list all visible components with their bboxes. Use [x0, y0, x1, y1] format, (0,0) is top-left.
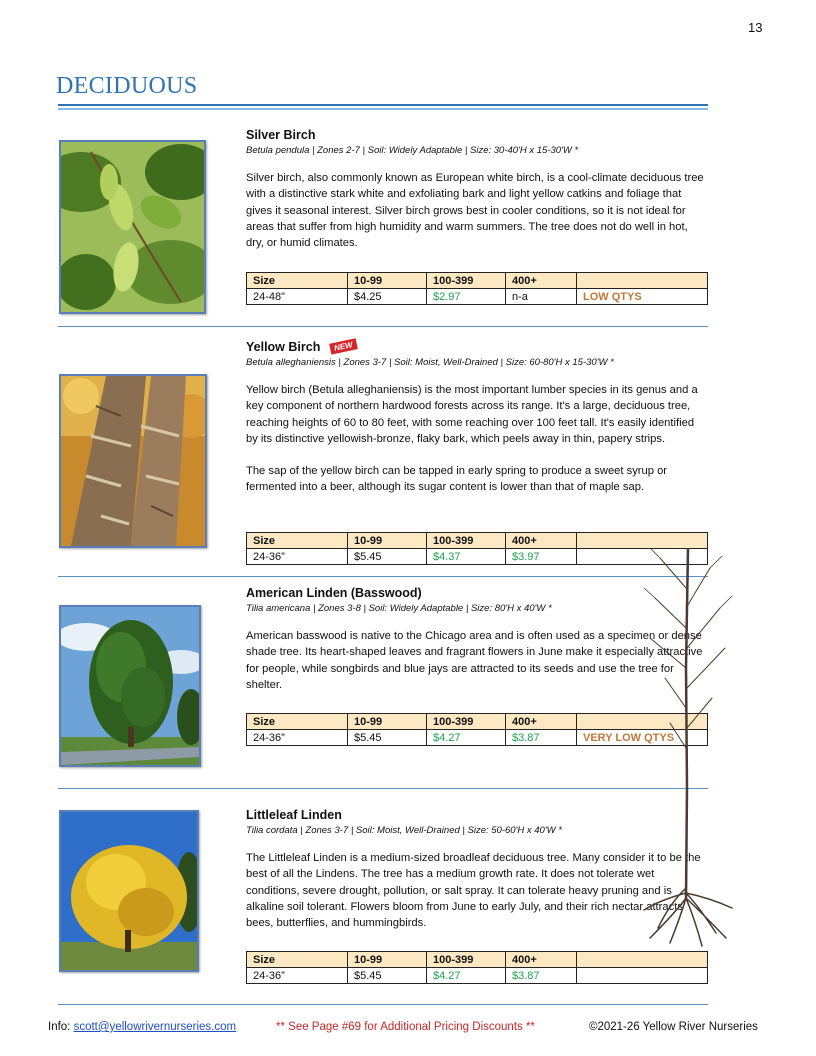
price-tier2: $4.27 [427, 730, 506, 746]
header-size: Size [247, 952, 348, 968]
price-tier1: $4.25 [348, 289, 427, 305]
description-paragraph: The sap of the yellow birch can be tapped in early spring to produce a sweet syrup or fermented into a beer, although its sugar content is lower than that of maple sap. [246, 465, 668, 494]
section-divider [58, 576, 708, 577]
header-tier1: 10-99 [348, 533, 427, 549]
price-tier2: $4.37 [427, 549, 506, 565]
table-row [247, 549, 708, 565]
header-tier2: 100-399 [427, 273, 506, 289]
description-paragraph: Silver birch, also commonly known as European white birch, is a cool-climate deciduous tree with a distinctive stark white and exfoliating bark and light yellow catkins and foliage that gives it seasonal interest. Silver birch grows best in cooler conditions, so it is not ideal for areas that suffer from high humidity and warm summers. The tree does not do well in hot, dry, or humid climates. [246, 172, 704, 250]
size-cell: 24-36” [247, 730, 348, 746]
price-table-silver-birch [246, 272, 708, 305]
price-tier2: $4.27 [427, 968, 506, 984]
footer-pricing-note: ** See Page #69 for Additional Pricing Discounts ** [276, 1021, 535, 1033]
title-rule-shadow [58, 108, 708, 110]
product-meta: Tilia americana | Zones 3-8 | Soil: Widely Adaptable | Size: 80'H x 40'W * [246, 603, 552, 614]
price-tier1: $5.45 [348, 549, 427, 565]
header-tier2: 100-399 [427, 952, 506, 968]
stock-note: LOW QTYS [577, 289, 708, 305]
section-divider [58, 1004, 708, 1005]
product-american-linden [246, 586, 708, 693]
page-number: 13 [748, 20, 763, 35]
table-header-row [247, 714, 708, 730]
header-tier3: 400+ [506, 952, 577, 968]
header-size: Size [247, 273, 348, 289]
table-header-row [247, 533, 708, 549]
product-description [246, 628, 708, 693]
price-tier1: $5.45 [348, 968, 427, 984]
section-title: DECIDUOUS [56, 73, 198, 99]
stock-note [577, 968, 708, 984]
littleleaf-linden-photo [59, 810, 199, 972]
header-size: Size [247, 714, 348, 730]
section-divider [58, 788, 708, 789]
price-tier3: $3.97 [506, 549, 577, 565]
footer-copyright: ©2021-26 Yellow River Nurseries [589, 1021, 758, 1033]
header-size: Size [247, 533, 348, 549]
product-description [246, 382, 708, 496]
new-badge: NEW [329, 338, 357, 354]
table-row [247, 968, 708, 984]
product-yellow-birch [246, 340, 708, 496]
size-cell: 24-36” [247, 549, 348, 565]
description-paragraph: Yellow birch (Betula alleghaniensis) is the most important lumber species in its genus and a key component of northern hardwood forests across its range. It's a large, deciduous tree, reaching heights of 60 to 80 feet, with some reaching over 100 feet tall. It's easily identified by its distinctive yellowish-bronze, flaky bark, which peels away in thin, papery strips. [246, 384, 698, 445]
product-silver-birch [246, 128, 708, 251]
price-tier1: $5.45 [348, 730, 427, 746]
header-note [577, 273, 708, 289]
header-tier1: 10-99 [348, 714, 427, 730]
table-row [247, 730, 708, 746]
product-name: American Linden (Basswood) [246, 586, 422, 600]
header-tier3: 400+ [506, 273, 577, 289]
description-paragraph: The Littleleaf Linden is a medium-sized broadleaf deciduous tree. Many consider it to be the best of all the Lindens. The tree has a medium growth rate. It does not tolerate wet conditions, severe drought, pollution, or salt spray. It can tolerate heavy pruning and is alkaline soil tolerant. Flowers bloom from June to early July, and their rich nectar attracts bees, butterflies, and hummingbirds. [246, 852, 701, 930]
price-table-littleleaf-linden [246, 951, 708, 984]
price-tier3: $3.87 [506, 968, 577, 984]
silver-birch-photo [59, 140, 206, 314]
price-tier3: $3.87 [506, 730, 577, 746]
product-description [246, 170, 708, 251]
table-header-row [247, 952, 708, 968]
product-meta: Betula pendula | Zones 2-7 | Soil: Widely Adaptable | Size: 30-40'H x 15-30'W * [246, 145, 579, 156]
price-table-yellow-birch [246, 532, 708, 565]
header-note [577, 533, 708, 549]
yellow-birch-photo [59, 374, 207, 548]
title-rule [58, 104, 708, 106]
header-tier2: 100-399 [427, 714, 506, 730]
size-cell: 24-36” [247, 968, 348, 984]
product-littleleaf-linden [246, 808, 708, 931]
footer-info-label: Info: [48, 1021, 71, 1033]
header-tier1: 10-99 [348, 273, 427, 289]
price-table-american-linden [246, 713, 708, 746]
american-linden-photo [59, 605, 201, 767]
header-tier3: 400+ [506, 714, 577, 730]
price-tier2: $2.97 [427, 289, 506, 305]
stock-note: VERY LOW QTYS [577, 730, 708, 746]
product-meta: Tilia cordata | Zones 3-7 | Soil: Moist, Well-Drained | Size: 50-60'H x 40'W * [246, 825, 562, 836]
price-tier3: n-a [506, 289, 577, 305]
section-divider [58, 326, 708, 327]
header-tier3: 400+ [506, 533, 577, 549]
header-note [577, 952, 708, 968]
table-header-row [247, 273, 708, 289]
size-cell: 24-48” [247, 289, 348, 305]
product-name: Yellow Birch [246, 340, 321, 354]
product-description [246, 850, 708, 931]
header-tier2: 100-399 [427, 533, 506, 549]
bare-root-sapling-illustration [640, 548, 736, 948]
product-name-row [246, 340, 708, 354]
description-paragraph: American basswood is native to the Chicago area and is often used as a specimen or dense shade tree. Its heart-shaped leaves and fragrant flowers in June make it especially attractive for people, while songbirds and blue jays are attracted to its seeds and use the tree for shelter. [246, 630, 703, 691]
product-name: Silver Birch [246, 128, 316, 142]
footer-contact [48, 1021, 236, 1033]
table-row [247, 289, 708, 305]
footer-email-link[interactable]: scott@yellowrivernurseries.com [73, 1021, 237, 1033]
product-name: Littleleaf Linden [246, 808, 342, 822]
header-tier1: 10-99 [348, 952, 427, 968]
product-meta: Betula alleghaniensis | Zones 3-7 | Soil: Moist, Well-Drained | Size: 60-80'H x 15-30'W * [246, 357, 614, 368]
